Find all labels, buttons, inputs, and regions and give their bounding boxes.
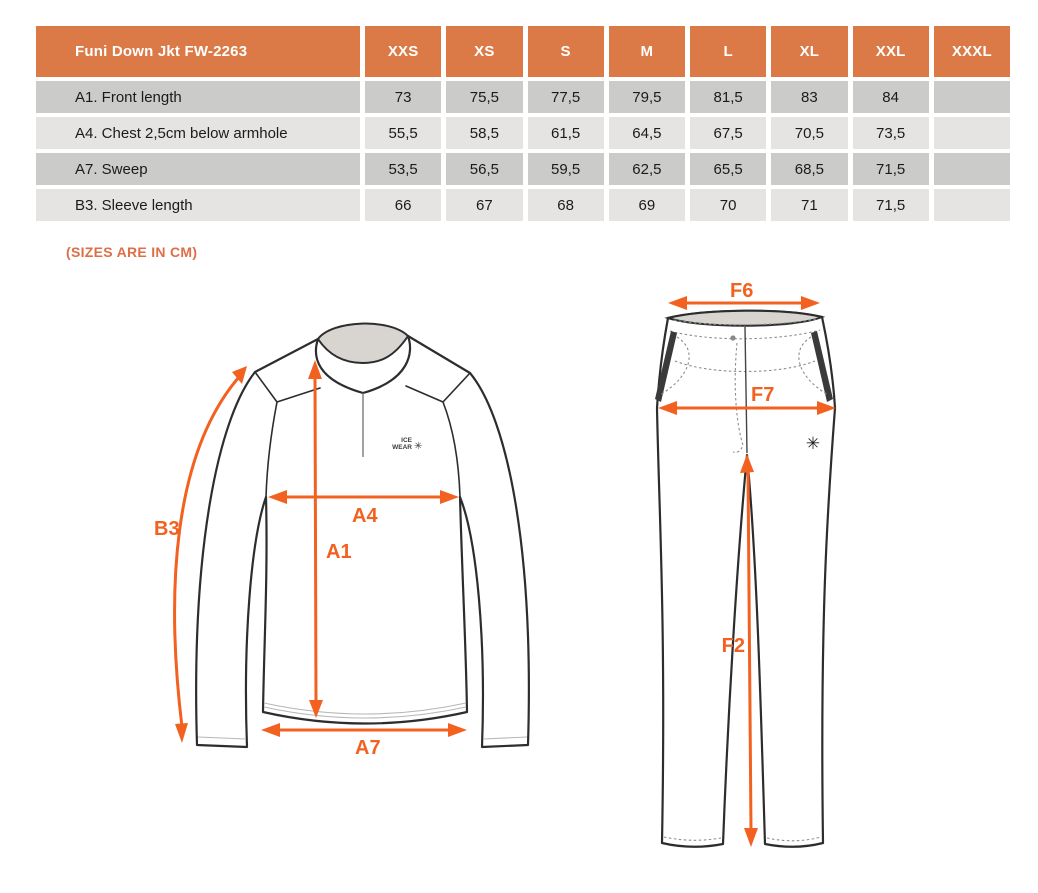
- table-title: Funi Down Jkt FW-2263: [36, 26, 360, 77]
- value-cell: [934, 153, 1010, 185]
- f6-arrowhead-left: [668, 296, 687, 310]
- value-cell: 73: [365, 81, 441, 113]
- value-cell: 83: [771, 81, 847, 113]
- value-cell: 62,5: [609, 153, 685, 185]
- snowflake-icon: ✳: [414, 441, 423, 452]
- pants-waist-opening: [668, 311, 822, 326]
- f2-arrow: [748, 471, 751, 830]
- b3-arrowhead-bottom: [175, 723, 188, 743]
- f2-label: F2: [721, 635, 745, 657]
- f6-arrowhead-right: [801, 296, 820, 310]
- row-label-sweep: A7. Sweep: [36, 153, 360, 185]
- size-header-xs: XS: [446, 26, 522, 77]
- jacket-drawing: [140, 295, 620, 770]
- size-header-xl: XL: [771, 26, 847, 77]
- row-label-sleeve-length: B3. Sleeve length: [36, 189, 360, 221]
- f6-label: F6: [730, 283, 754, 302]
- f2-arrowhead-bottom: [744, 828, 758, 847]
- jacket-logo-text-ice: ICE: [401, 437, 412, 444]
- value-cell: 53,5: [365, 153, 441, 185]
- value-cell: 73,5: [853, 117, 929, 149]
- value-cell: 77,5: [528, 81, 604, 113]
- value-cell: 70,5: [771, 117, 847, 149]
- row-label-chest: A4. Chest 2,5cm below armhole: [36, 117, 360, 149]
- value-cell: 68,5: [771, 153, 847, 185]
- f7-label: F7: [751, 384, 775, 406]
- sizes-in-cm-note: (SIZES ARE IN CM): [66, 244, 198, 260]
- value-cell: [934, 189, 1010, 221]
- snowflake-icon: ✳: [805, 434, 821, 453]
- size-header-xxs: XXS: [365, 26, 441, 77]
- size-header-m: M: [609, 26, 685, 77]
- value-cell: 61,5: [528, 117, 604, 149]
- value-cell: 84: [853, 81, 929, 113]
- a7-arrowhead-right: [448, 723, 467, 737]
- size-header-xxl: XXL: [853, 26, 929, 77]
- value-cell: 67: [446, 189, 522, 221]
- size-table: [36, 26, 1010, 221]
- value-cell: 56,5: [446, 153, 522, 185]
- a7-label: A7: [355, 737, 381, 759]
- a1-arrow: [315, 375, 316, 704]
- value-cell: 71,5: [853, 189, 929, 221]
- a4-label: A4: [352, 505, 378, 527]
- value-cell: 59,5: [528, 153, 604, 185]
- value-cell: 71,5: [853, 153, 929, 185]
- size-header-xxxl: XXXL: [934, 26, 1010, 77]
- value-cell: 69: [609, 189, 685, 221]
- value-cell: [934, 117, 1010, 149]
- value-cell: 66: [365, 189, 441, 221]
- a7-arrowhead-left: [261, 723, 280, 737]
- value-cell: 68: [528, 189, 604, 221]
- value-cell: 71: [771, 189, 847, 221]
- size-header-s: S: [528, 26, 604, 77]
- jacket-logo-text-wear: WEAR: [392, 444, 412, 451]
- value-cell: [934, 81, 1010, 113]
- value-cell: 75,5: [446, 81, 522, 113]
- value-cell: 70: [690, 189, 766, 221]
- row-label-front-length: A1. Front length: [36, 81, 360, 113]
- value-cell: 64,5: [609, 117, 685, 149]
- pants-drawing: [645, 283, 1038, 883]
- b3-label: B3: [154, 518, 180, 540]
- value-cell: 65,5: [690, 153, 766, 185]
- size-header-l: L: [690, 26, 766, 77]
- value-cell: 55,5: [365, 117, 441, 149]
- value-cell: 81,5: [690, 81, 766, 113]
- pants-button: [730, 335, 735, 340]
- value-cell: 67,5: [690, 117, 766, 149]
- a1-label: A1: [326, 541, 352, 563]
- value-cell: 58,5: [446, 117, 522, 149]
- value-cell: 79,5: [609, 81, 685, 113]
